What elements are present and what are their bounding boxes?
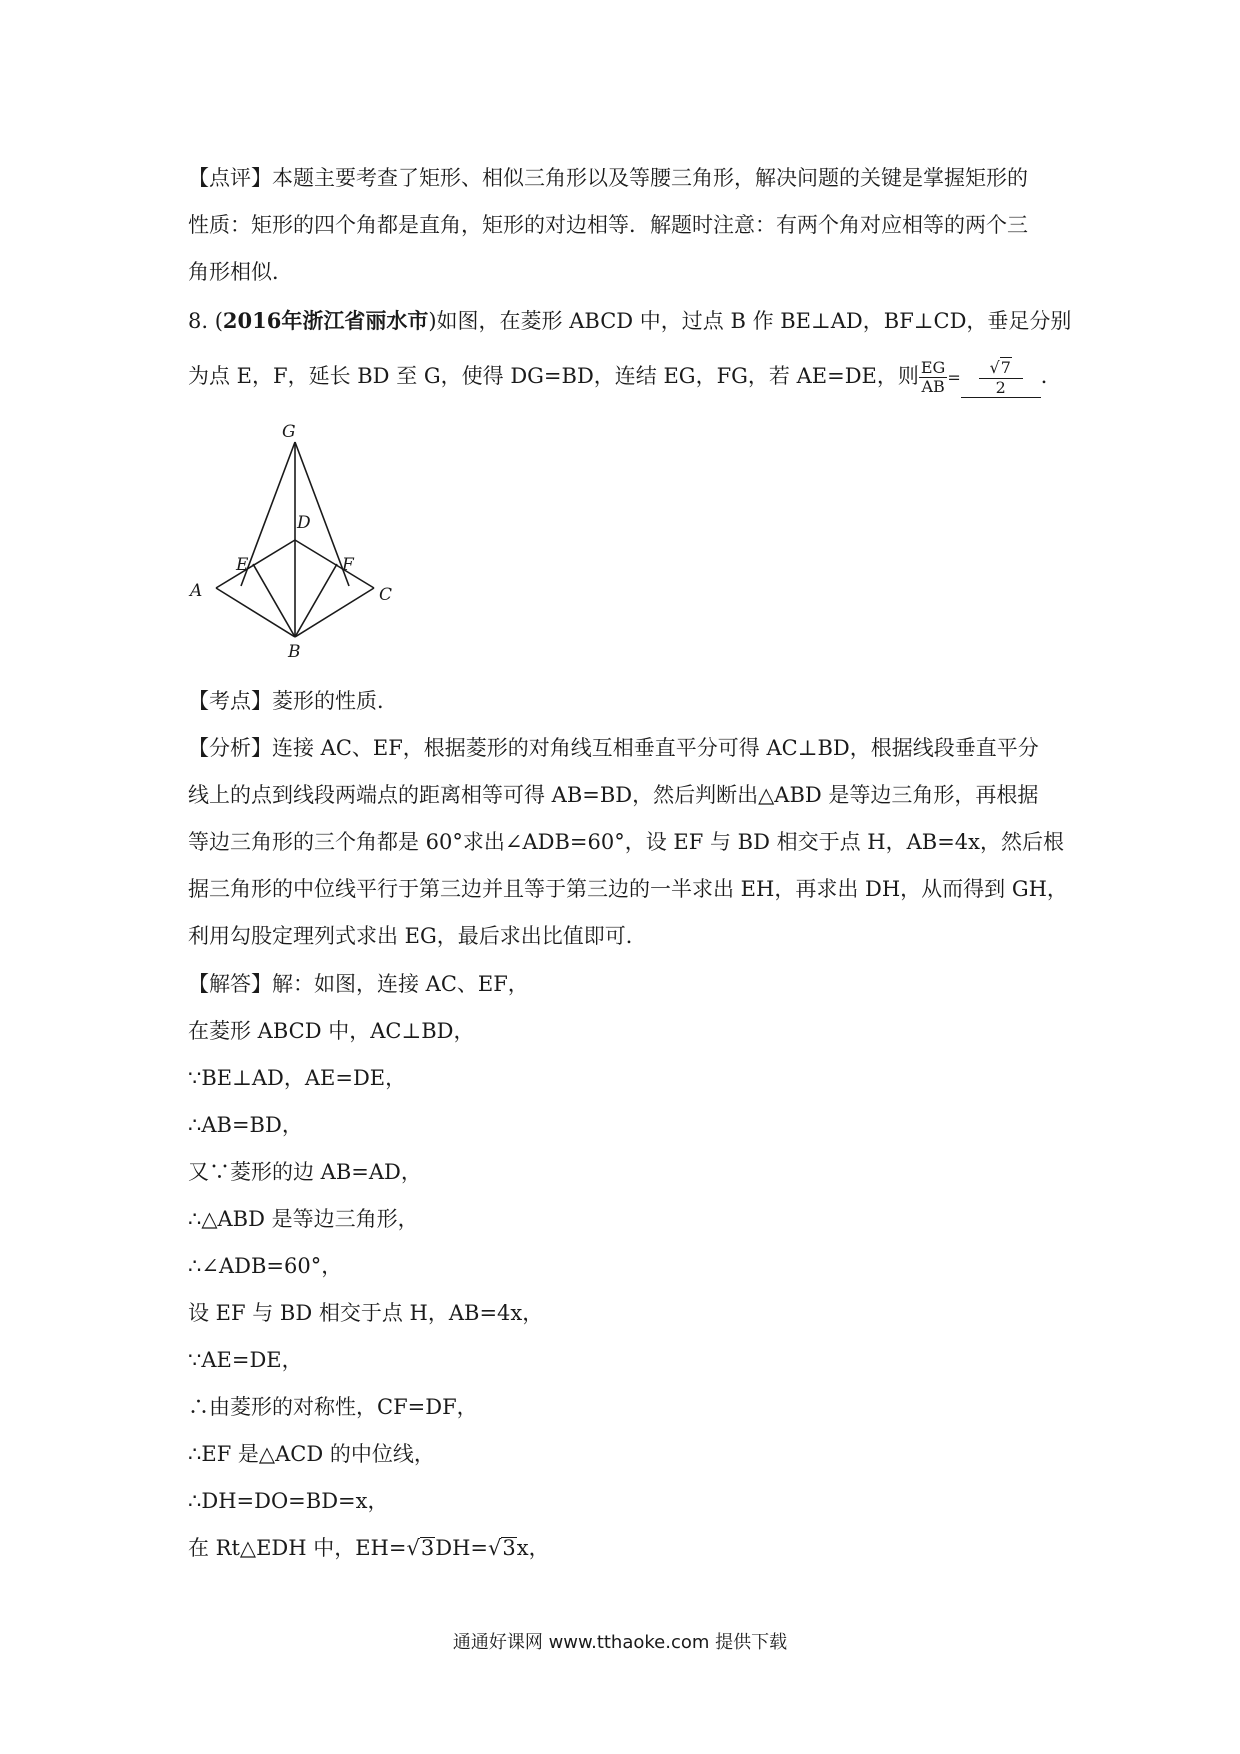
solution-line-5: 又∵菱形的边 AB=AD， xyxy=(188,1160,422,1184)
label-e: E xyxy=(236,555,249,575)
problem-line-2 xyxy=(188,356,1062,398)
fraction-numerator: EG xyxy=(920,358,946,377)
analysis-line-1: 【分析】连接 AC、EF，根据菱形的对角线互相垂直平分可得 AC⊥BD，根据线段垂直平分 xyxy=(188,736,1039,760)
segment-eg xyxy=(241,442,295,586)
sqrt-icon: √ xyxy=(488,1536,502,1560)
solution-line-11: ∴EF 是△ACD 的中位线， xyxy=(188,1442,435,1466)
segment-ab xyxy=(216,588,295,637)
comment-line-2: 性质：矩形的四个角都是直角，矩形的对边相等．解题时注意：有两个角对应相等的两个三 xyxy=(188,213,1028,237)
label-c: C xyxy=(379,585,393,605)
solution-line-7: ∴∠ADB=60°， xyxy=(188,1254,343,1278)
solution-line-6: ∴△ABD 是等边三角形， xyxy=(188,1207,419,1231)
answer-numerator xyxy=(979,357,1023,379)
label-g: G xyxy=(282,422,296,442)
solution-line-8: 设 EF 与 BD 相交于点 H，AB=4x， xyxy=(188,1301,544,1325)
radicand-2: 3 xyxy=(502,1536,516,1560)
last-line-mid: DH= xyxy=(435,1536,488,1560)
fraction-denominator: AB xyxy=(921,377,945,396)
label-b: B xyxy=(288,642,301,662)
label-f: F xyxy=(342,555,354,575)
problem-source: 2016年浙江省丽水市 xyxy=(222,308,429,333)
solution-line-12: ∴DH=DO=BD=x， xyxy=(188,1489,389,1513)
solution-line-2: 在菱形 ABCD 中，AC⊥BD， xyxy=(188,1019,475,1043)
analysis-line-4: 据三角形的中位线平行于第三边并且等于第三边的一半求出 EH，再求出 DH，从而得到 GH， xyxy=(188,877,1068,901)
rhombus-figure xyxy=(180,418,420,678)
analysis-line-3: 等边三角形的三个角都是 60°求出∠ADB=60°，设 EF 与 BD 相交于点 H，AB=4x，然后根 xyxy=(188,830,1064,854)
last-line-suffix: x， xyxy=(516,1536,550,1560)
solution-line-10: ∴由菱形的对称性，CF=DF， xyxy=(188,1395,478,1419)
segment-be xyxy=(253,564,295,637)
comment-line-3: 角形相似． xyxy=(188,260,293,284)
solution-line-4: ∴AB=BD， xyxy=(188,1113,303,1137)
segment-bc xyxy=(295,588,374,637)
answer-blank xyxy=(961,357,1041,398)
analysis-line-2: 线上的点到线段两端点的距离相等可得 AB=BD，然后判断出△ABD 是等边三角形，再根据 xyxy=(188,783,1039,807)
answer-denominator: 2 xyxy=(995,378,1006,397)
problem-text-2: 为点 E，F，延长 BD 至 G，使得 DG=BD，连结 EG，FG，若 AE=DE，则 xyxy=(188,364,919,388)
problem-end: ． xyxy=(1040,364,1062,388)
solution-line-1: 【解答】解：如图，连接 AC、EF， xyxy=(188,972,529,996)
kaodian-line: 【考点】菱形的性质． xyxy=(188,689,398,713)
segment-bf xyxy=(295,564,337,637)
problem-number: 8. ( xyxy=(188,309,223,333)
solution-line-9: ∵AE=DE， xyxy=(188,1348,303,1372)
radicand-1: 3 xyxy=(420,1536,435,1560)
label-a: A xyxy=(190,581,203,601)
solution-line-13 xyxy=(188,1533,550,1563)
label-d: D xyxy=(297,513,311,533)
sqrt-icon: √ xyxy=(989,358,1000,377)
ratio-fraction xyxy=(919,359,947,396)
analysis-line-5: 利用勾股定理列式求出 EG，最后求出比值即可． xyxy=(188,924,647,948)
equals-sign: = xyxy=(947,368,961,387)
problem-line-1 xyxy=(188,306,1071,336)
answer-radicand: 7 xyxy=(1000,358,1011,377)
comment-line-1: 【点评】本题主要考查了矩形、相似三角形以及等腰三角形，解决问题的关键是掌握矩形的 xyxy=(188,166,1028,190)
last-line-prefix: 在 Rt△EDH 中，EH= xyxy=(188,1536,407,1560)
problem-text-1: )如图，在菱形 ABCD 中，过点 B 作 BE⊥AD，BF⊥CD，垂足分别 xyxy=(428,309,1072,333)
sqrt-icon: √ xyxy=(406,1536,420,1560)
solution-line-3: ∵BE⊥AD，AE=DE， xyxy=(188,1066,407,1090)
page-footer: 通通好课网 www.tthaoke.com 提供下载 xyxy=(452,1632,788,1653)
